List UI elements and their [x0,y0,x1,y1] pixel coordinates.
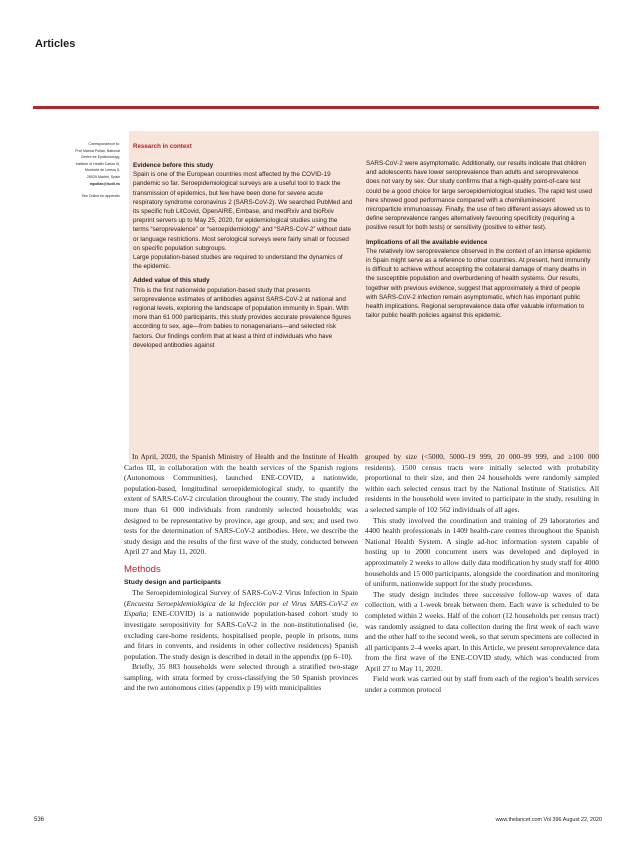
margin-note-line: Monforte de Lemos 5, [85,168,120,173]
added-value-text: This is the first nationwide population-based study that presents seroprevalence estimates of antibodies against SARS-CoV-2 at national and regional levels, exploring the landscape of population immunity in Spain. With more than 61 000 participants, this study provides accurate prevalence figures according to sex, age—from babies to nonagenarians—and selected risk factors. Our findings confirm that at least a third of individuals who have developed antibodies against [133,286,352,349]
main-right-column [365,452,599,696]
main-left-column [124,452,358,694]
evidence-text-2: Large population-based studies are required to understand the dynamics of the epidemic. [133,254,343,271]
appendix-note: See Online for appendix [81,194,120,199]
design-text-part: The Seroepidemiological Survey of SARS-CoV-2 Virus Infection in Spain ( [124,588,358,608]
panel-left-column [133,159,353,350]
follow-up-waves-paragraph: The study design includes three successive follow-up waves of data collection, with a 1-week break between them. Each wave is scheduled to be completed within 2 weeks. Half of the cohort (12 households per census tract) was randomly assigned to data collection during the first week of each wave and the other half to the second week, so that serum specimens are collected in all participants 2–4 weeks apart. In this Article, we present seroprevalence data from the first wave of the ENE-COVID study, which was conducted from April 27 to May 11, 2020. [365,589,599,673]
field-work-paragraph: Field work was carried out by staff from each of the region’s health services under a common protocol [365,674,599,695]
sampling-continued-paragraph: grouped by size (<5000, 5000–19 999, 20 000–99 999, and ≥100 000 residents). 1500 census tracts were initially selected with probability proportional to their size, and then 24 households were randomly sampled within each selected census tract by the National Institute of Statistics. All residents in the household were invited to participate in the study, resulting in a selected sample of 102 562 individuals of all ages. [365,452,599,514]
page-number: 536 [34,817,45,823]
study-design-heading: Study design and participants [124,578,222,586]
design-text-part: ; ENE-COVID) is a nationwide population-based cohort study to investigate seropositivity for SARS-CoV-2 in the non-institutionalised (ie, excluding care-home residents, hospitalised people, people in prisons, nuns and friars in convents, and residents in other collective residences) Spanish population. The study design is described in detail in the appendix (pp 6–10). [124,609,358,661]
implications-heading: Implications of all the available evidence [366,238,488,246]
section-header: Articles [35,38,76,50]
evidence-heading: Evidence before this study [133,162,214,169]
coordination-paragraph: This study involved the coordination and training of 29 laboratories and 4400 health professionals in 1409 health-care centres throughout the Spanish National Health System. A single ad-hoc information system capable of hosting up to 2000 concurrent users was developed and deployed in approximately 2 weeks to allow daily data modification by study staff for 4000 households and 15 000 participants, alongside the coordination and monitoring of uniform, nationwide support for the study procedures. [365,515,599,589]
margin-note-line: Correspondence to: [88,142,120,146]
journal-footer: www.thelancet.com Vol 396 August 22, 2020 [495,817,602,823]
header-rule [33,106,599,109]
correspondence-email[interactable]: mpollan@isciii.es [89,181,120,186]
design-text-spanish-title: Encuesta Seroepidemiológica de la Infección por el Virus SARS-CoV-2 en España [124,598,358,619]
sampling-paragraph: Briefly, 35 883 households were selected through a stratified two-stage sampling, with strata formed by cross-classifying the 50 Spanish provinces and the two autonomous cities (appendix p 19) with municipalities [124,662,358,693]
panel-right-text: SARS-CoV-2 were asymptomatic. Additionally, our results indicate that children and adolescents have lower seroprevalence than adults and seroprevalence does not vary by sex. Our study confirms that a high-quality point-of-care test could be a good choice for large seroepidemiological studies. The rapid test used here showed good performance compared with a chemiluminescent microparticle immunoassay. Finally, the use of two different assays allowed us to define seroprevalence ranges alternatively favouring specificity (requiring a positive result for both tests) or sensitivity (positive to either test). [366,160,593,232]
margin-note-line: Prof Marina Pollán, National [75,148,120,153]
margin-note-line: 28029 Madrid, Spain [86,174,120,179]
margin-note-line: Centre for Epidemiology, [80,155,120,160]
added-value-heading: Added value of this study [133,277,210,285]
margin-note-line: Institute of Health Carlos III, [75,161,120,166]
evidence-text: Spain is one of the European countries most affected by the COVID-19 pandemic so far. Seroepidemiological surveys are a useful tool to track the transmission of epidemics, but few have been done for severe acute respiratory syndrome coronavirus 2 (SARS-CoV-2). We searched PubMed and its specific hub LitCovid, OpenAIRE, Embase, and medRxiv and bioRxiv preprint servers up to May 25, 2020, for epidemiological studies using the terms “seroprevalence” or “seroepidemiology” and “SARS-CoV-2” without date or language restrictions. Most serological surveys were fairly small or focused on specific population subgroups. [133,171,353,252]
panel-right-column [366,159,592,320]
implications-text: The relatively low seroprevalence observed in the context of an intense epidemic in Spain might serve as a reference to other countries. At present, herd immunity is difficult to achieve without accepting the collateral damage of many deaths in the susceptible population and overburdening of health systems. Our results, together with previous evidence, suggest that approximately a third of people with SARS-CoV-2 infection remain asymptomatic, which has important public health implications. Regional seroprevalence data offer valuable information to tailor public health policies against this epidemic. [366,247,592,320]
intro-paragraph: In April, 2020, the Spanish Ministry of Health and the Institute of Health Carlos III, in collaboration with the health services of the Spanish regions (Autonomous Communities), launched ENE-COVID, a nationwide, population-based, longitudinal seroepidemiological study, to quantify the extent of SARS-CoV-2 circulation throughout the country. The study included more than 61 000 individuals from randomly selected households; was designed to be representative by province, age group, and sex; and used two tests for the determination of SARS-CoV-2 antibodies. Here, we describe the study design and the results of the first wave of the study, conducted between April 27 and May 11, 2020. [124,452,358,557]
study-design-paragraph [124,588,358,662]
panel-title: Research in context [133,143,192,150]
methods-heading: Methods [124,563,161,575]
margin-note [34,141,120,200]
